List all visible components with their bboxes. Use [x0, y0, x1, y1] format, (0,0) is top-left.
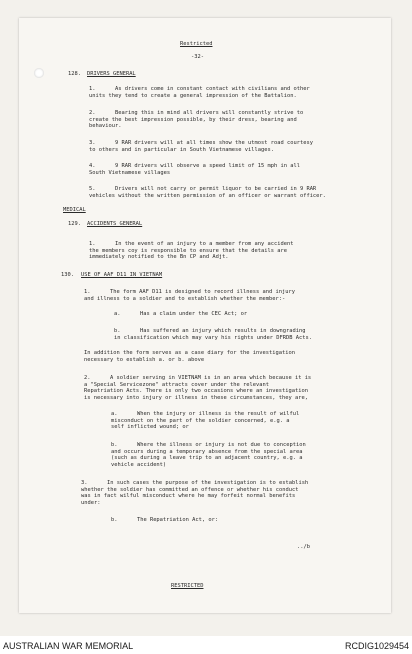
para-129-1-line1: 1. In the event of an injury to a member from any accident: [89, 241, 294, 247]
para-128-4-line2: South Vietnamese villages: [89, 169, 171, 176]
section-130-number: 130.: [61, 272, 74, 278]
para-129-1-line3: immediately notified to the Bn CP and Adjt.: [89, 254, 229, 261]
para-130-2a-line3: self inflicted wound; or: [111, 424, 189, 431]
para-130-2-line1: 2. A soldier serving in VIETNAM is in an area which because it is: [84, 375, 312, 381]
classification-header: Restricted: [180, 41, 213, 47]
para-130-2b-line2: and occurs during a temporary absence from the special area: [111, 448, 303, 455]
para-128-2-line1: 2. Bearing this in mind all drivers will constantly strive to: [89, 110, 304, 116]
para-130-1b-line2: in classification which may vary his rights under DFRDB Acts.: [114, 334, 312, 341]
para-130-2b-line4: vehicle accident): [111, 461, 167, 468]
para-128-5-line2: vehicles without the written permission of an officer or warrant officer.: [89, 192, 326, 199]
para-130-1c-line2: necessary to establish a. or b. above: [84, 356, 205, 363]
section-128-title: DRIVERS GENERAL: [87, 71, 136, 77]
archive-reference: RCDIG1029454: [344, 641, 409, 651]
para-128-2-line3: behaviour.: [89, 123, 122, 130]
continuation-mark: ../b: [297, 544, 310, 550]
para-130-2b-line3: (such as during a leave trip to an adjacent country, e.g. a: [111, 455, 303, 462]
para-130-1b-line1: b. Has suffered an injury which results in downgrading: [114, 328, 306, 334]
page-number: -32-: [191, 54, 204, 60]
para-130-2b-line1: b. Where the illness or injury is not due to conception: [111, 442, 306, 448]
para-130-3-line2: whether the soldier has committed an offence or whether his conduct: [81, 486, 299, 493]
section-129-number: 129.: [68, 221, 81, 227]
para-128-3-line1: 3. 9 RAR drivers will at all times show the utmost road courtesy: [89, 140, 313, 146]
para-130-2-line3: Repatriation Acts. There is only two occasions where an investigation: [84, 388, 308, 395]
para-128-3-line2: to others and in particular in South Vietnamese villages.: [89, 146, 274, 153]
para-128-2-line2: create the best impression possible, by their dress, bearing and: [89, 116, 297, 123]
para-128-1-line1: 1. As drivers come in constant contact with civilians and other: [89, 86, 310, 92]
section-128-number: 128.: [68, 71, 81, 77]
section-130-title: USE OF AAF D11 IN VIETNAM: [81, 272, 163, 278]
punch-hole: [34, 68, 44, 78]
document-page: [19, 18, 391, 613]
para-130-2a-line1: a. When the injury or illness is the result of wilful: [111, 411, 300, 417]
para-128-5-line1: 5. Drivers will not carry or permit liquor to be carried in 9 RAR: [89, 186, 317, 192]
para-128-1-line2: units they tend to create a general impression of the Battalion.: [89, 92, 297, 99]
para-128-4-line1: 4. 9 RAR drivers will observe a speed limit of 15 mph in all: [89, 163, 300, 169]
para-130-3-line1: 3. In such cases the purpose of the investigation is to establish: [81, 480, 309, 486]
para-130-1-line2: and illness to a soldier and to establish whether the member:-: [84, 295, 286, 302]
section-129-title: ACCIDENTS GENERAL: [87, 221, 143, 227]
medical-heading: MEDICAL: [63, 207, 86, 213]
archive-institution: AUSTRALIAN WAR MEMORIAL: [3, 641, 134, 651]
para-130-1c-line1: In addition the form serves as a case diary for the investigation: [84, 350, 295, 356]
para-130-2-line2: a "Special Servicezone" attracts cover under the relevant: [84, 381, 269, 388]
archive-caption-bar: [0, 636, 412, 654]
para-129-1-line2: the members coy is responsible to ensure that the details are: [89, 247, 287, 254]
para-130-2-line4: is necessary into injury or illness in these circumstances, they are,: [84, 394, 308, 401]
para-130-3-line3: was in fact wilful misconduct where he may forfeit normal benefits: [81, 493, 296, 500]
para-130-3b: b. The Repatriation Act, or:: [111, 517, 219, 523]
para-130-1-line1: 1. The form AAF D11 is designed to record illness and injury: [84, 289, 295, 295]
para-130-2a-line2: misconduct on the part of the soldier concerned, e.g. a: [111, 417, 290, 424]
para-130-3-line4: under:: [81, 499, 101, 506]
classification-footer: RESTRICTED: [171, 583, 204, 589]
para-130-1a: a. Has a claim under the CEC Act; or: [114, 311, 248, 317]
